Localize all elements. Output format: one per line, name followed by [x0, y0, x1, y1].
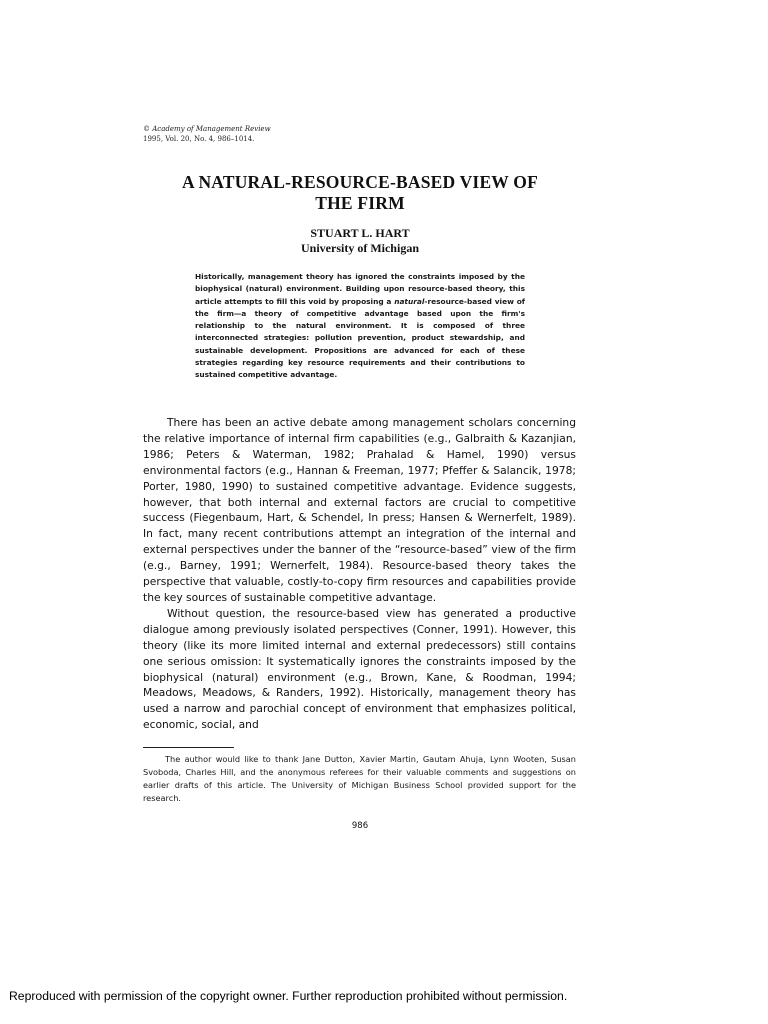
body-paragraph-1: There has been an active debate among management scholars concerning the relative importance of internal firm capabilities (e.g., Galbraith & Kazanjian, 1986; Peters & Waterman, 1982; Prahalad & Hamel, 1990) versus environmental factors (e.g., Hannan & Freeman, 1977; Pfeffer & Salancik, 1978; Porter, 1980, 1990) to sustained competitive advantage. Evidence suggests, however, that both internal and external factors are crucial to competitive success (Fiegenbaum, Hart, & Schendel, In press; Hansen & Wernerfelt, 1989). In fact, many recent contributions attempt an integration of the internal and external perspectives under the banner of the “resource-based” view of the firm (e.g., Barney, 1991; Wernerfelt, 1984). Resource-based theory takes the perspective that valuable, costly-to-copy firm resources and capabilities provide the key sources of sustainable competitive advantage. — [143, 416, 576, 604]
abstract-part1: Historically, management theory has ignored the constraints imposed by the biophysical (natural) environment. Building upon resource-based theory, this article attempts to fill this void by proposing a — [195, 272, 525, 306]
article-title-line1: A NATURAL-RESOURCE-BASED VIEW OF — [182, 172, 538, 192]
footnote — [143, 753, 576, 805]
journal-header — [143, 125, 271, 144]
article-title-line2: THE FIRM — [315, 193, 405, 213]
journal-name: Academy of Management Review — [152, 125, 271, 133]
author-name: STUART L. HART — [310, 226, 410, 240]
article-title — [150, 172, 570, 214]
author-affiliation: University of Michigan — [301, 241, 419, 255]
abstract-part2: -resource-based view of the firm—a theory of competitive advantage based upon the firm's relationship to the natural environment. It is composed of three interconnected strategies: pollution prevention, product stewardship, and sustainable development. Propositions are advanced for each of these strategies regarding key resource requirements and their contributions to sustained competitive advantage. — [195, 296, 525, 380]
body-text — [143, 415, 576, 733]
copyright-symbol: © — [143, 125, 150, 133]
footnote-divider — [143, 747, 234, 748]
abstract — [195, 271, 525, 382]
body-paragraph-2: Without question, the resource-based view has generated a productive dialogue among previously isolated perspectives (Conner, 1991). However, this theory (like its more limited internal and external predecessors) still contains one serious omission: It systematically ignores the constraints imposed by the biophysical (natural) environment (e.g., Brown, Kane, & Roodman, 1994; Meadows, Meadows, & Randers, 1992). Historically, management theory has used a narrow and parochial concept of environment that emphasizes political, economic, social, and — [143, 606, 576, 732]
author-block — [250, 226, 470, 256]
journal-citation: 1995, Vol. 20, No. 4, 986–1014. — [143, 134, 255, 143]
journal-name-line — [143, 125, 271, 135]
reproduction-notice: Reproduced with permission of the copyright owner. Further reproduction prohibited without permission. — [9, 989, 568, 1003]
page-number: 986 — [351, 821, 369, 831]
footnote-text: The author would like to thank Jane Dutton, Xavier Martin, Gautam Ahuja, Lynn Wooten, Susan Svoboda, Charles Hill, and the anonymous referees for their valuable comments and suggestions on earlier drafts of this article. The University of Michigan Business School provided support for the research. — [143, 754, 576, 803]
abstract-italic: natural — [394, 296, 425, 306]
